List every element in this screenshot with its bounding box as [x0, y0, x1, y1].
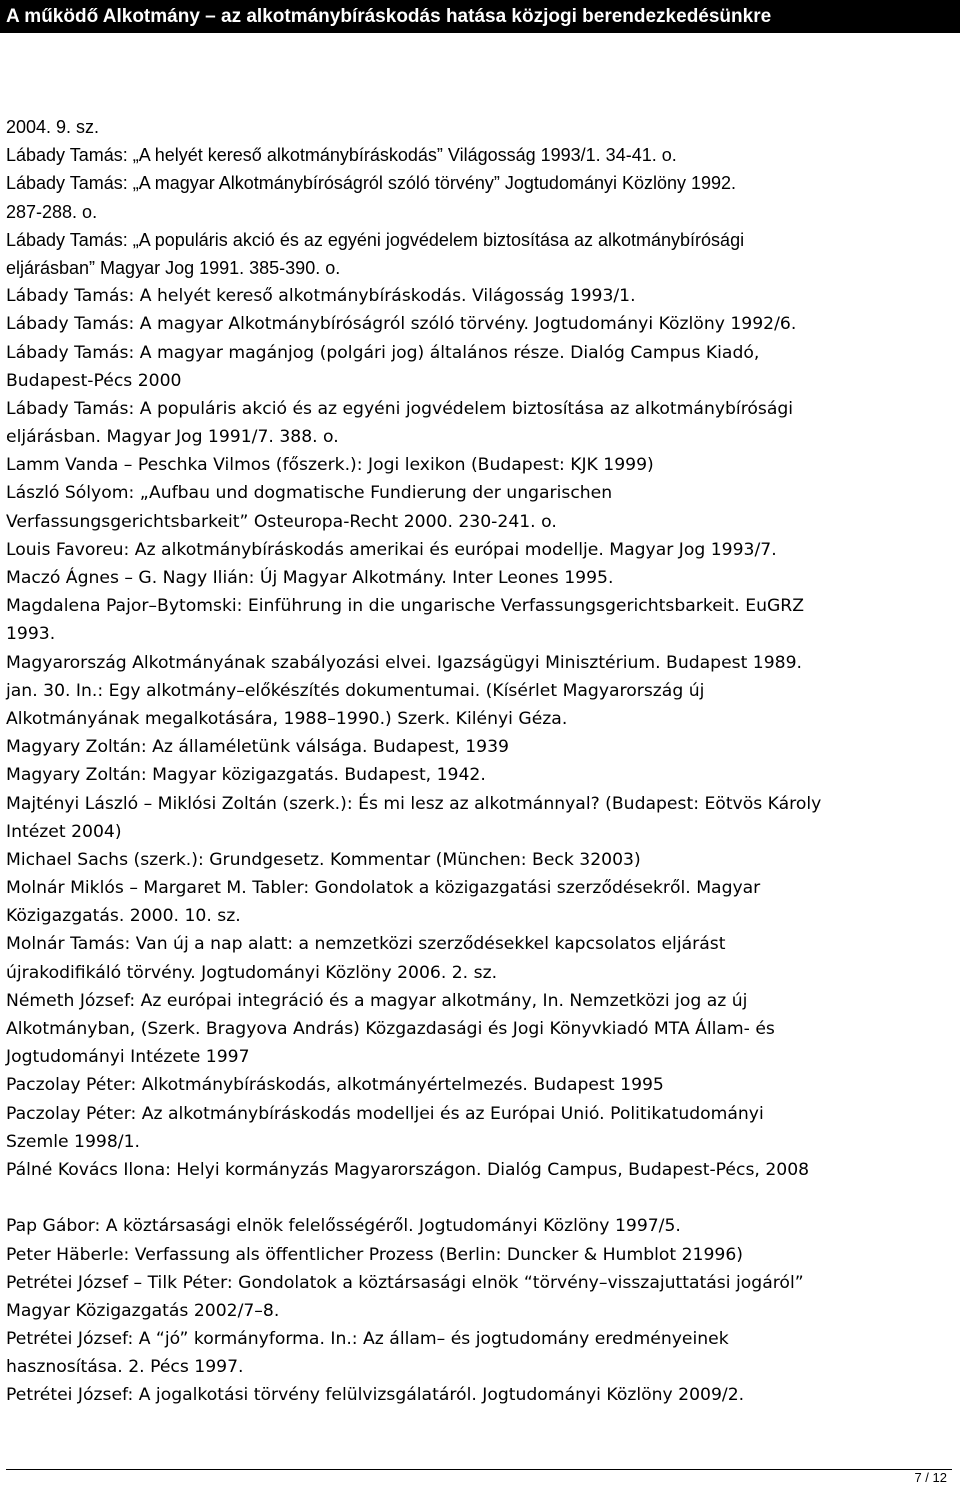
- footer-divider: [6, 1469, 952, 1470]
- reference-line: Lábady Tamás: A magyar magánjog (polgári jog) általános része. Dialóg Campus Kiadó,: [6, 342, 760, 363]
- blank-line: [6, 1184, 956, 1212]
- reference-line: eljárásban” Magyar Jog 1991. 385-390. o.: [6, 257, 341, 278]
- reference-line: Petrétei József: A “jó” kormányforma. In.: Az állam– és jogtudomány eredményeinek: [6, 1329, 729, 1350]
- reference-line: Verfassungsgerichtsbarkeit” Osteuropa-Recht 2000. 230-241. o.: [6, 511, 557, 532]
- reference-line: Magyar Közigazgatás 2002/7–8.: [6, 1300, 280, 1321]
- reference-line: Paczolay Péter: Alkotmánybíráskodás, alkotmányértelmezés. Budapest 1995: [6, 1075, 664, 1096]
- reference-line: hasznosítása. 2. Pécs 1997.: [6, 1357, 244, 1378]
- reference-line: Magyary Zoltán: Az államéletünk válsága. Budapest, 1939: [6, 737, 509, 758]
- reference-line: Lábady Tamás: A populáris akció és az egyéni jogvédelem biztosítása az alkotmánybírósági: [6, 398, 794, 419]
- reference-line: Molnár Tamás: Van új a nap alatt: a nemzetközi szerződésekkel kapcsolatos eljárást: [6, 934, 726, 955]
- reference-line: Pap Gábor: A köztársasági elnök felelősségéről. Jogtudományi Közlöny 1997/5.: [6, 1216, 681, 1237]
- reference-line: Lamm Vanda – Peschka Vilmos (főszerk.): Jogi lexikon (Budapest: KJK 1999): [6, 455, 654, 476]
- reference-line: 2004. 9. sz.: [6, 117, 100, 137]
- reference-line: Lábady Tamás: A magyar Alkotmánybíróságról szóló törvény. Jogtudományi Közlöny 1992/6.: [6, 314, 797, 335]
- reference-line: Lábady Tamás: A helyét kereső alkotmánybíráskodás. Világosság 1993/1.: [6, 286, 636, 307]
- reference-line: Magyary Zoltán: Magyar közigazgatás. Budapest, 1942.: [6, 765, 486, 786]
- reference-line: Magdalena Pajor–Bytomski: Einführung in die ungarische Verfassungsgerichtsbarkeit. EuGRZ: [6, 596, 804, 617]
- reference-line: László Sólyom: „Aufbau und dogmatische Fundierung der ungarischen: [6, 483, 613, 504]
- reference-line: Molnár Miklós – Margaret M. Tabler: Gondolatok a közigazgatási szerződésekről. Magyar: [6, 878, 761, 899]
- document-header: [0, 0, 960, 33]
- reference-line: Michael Sachs (szerk.): Grundgesetz. Kommentar (München: Beck 32003): [6, 849, 641, 870]
- reference-line: jan. 30. In.: Egy alkotmány–előkészítés dokumentumai. (Kísérlet Magyarország új: [6, 680, 705, 701]
- reference-line: Alkotmányának megalkotására, 1988–1990.) Szerk. Kilényi Géza.: [6, 708, 568, 729]
- page-number: 7 / 12: [914, 1470, 947, 1485]
- reference-line: Lábady Tamás: „A populáris akció és az egyéni jogvédelem biztosítása az alkotmánybírósági: [6, 229, 745, 250]
- reference-line: Peter Häberle: Verfassung als öffentlicher Prozess (Berlin: Duncker & Humblot 21996): [6, 1244, 743, 1265]
- reference-line: Németh József: Az európai integráció és a magyar alkotmány, In. Nemzetközi jog az új: [6, 990, 748, 1011]
- reference-list: [6, 113, 956, 1410]
- reference-line: Petrétei József: A jogalkotási törvény felülvizsgálatáról. Jogtudományi Közlöny 2009/2.: [6, 1385, 745, 1406]
- reference-line: 1993.: [6, 624, 56, 645]
- reference-line: Közigazgatás. 2000. 10. sz.: [6, 906, 241, 927]
- reference-line: Magyarország Alkotmányának szabályozási elvei. Igazságügyi Minisztérium. Budapest 1989.: [6, 652, 803, 673]
- reference-line: Lábady Tamás: „A helyét kereső alkotmánybíráskodás” Világosság 1993/1. 34-41. o.: [6, 145, 677, 166]
- reference-line: Budapest-Pécs 2000: [6, 370, 182, 391]
- reference-line: Intézet 2004): [6, 821, 122, 842]
- reference-line: Szemle 1998/1.: [6, 1131, 140, 1152]
- reference-line: Louis Favoreu: Az alkotmánybíráskodás amerikai és európai modellje. Magyar Jog 1993/7.: [6, 539, 777, 560]
- header-title: A működő Alkotmány – az alkotmánybíráskodás hatása közjogi berendezkedésünkre: [6, 6, 772, 27]
- reference-line: Paczolay Péter: Az alkotmánybíráskodás modelljei és az Európai Unió. Politikatudományi: [6, 1103, 764, 1124]
- reference-line: eljárásban. Magyar Jog 1991/7. 388. o.: [6, 427, 339, 448]
- reference-line: Maczó Ágnes – G. Nagy Ilián: Új Magyar Alkotmány. Inter Leones 1995.: [6, 568, 614, 588]
- reference-line: Lábady Tamás: „A magyar Alkotmánybíróságról szóló törvény” Jogtudományi Közlöny 1992.: [6, 173, 737, 194]
- reference-line: Petrétei József – Tilk Péter: Gondolatok a köztársasági elnök “törvény–visszajuttatási jogáról”: [6, 1272, 804, 1293]
- reference-line: újrakodifikáló törvény. Jogtudományi Közlöny 2006. 2. sz.: [6, 962, 498, 983]
- reference-line: Majtényi László – Miklósi Zoltán (szerk.): És mi lesz az alkotmánnyal? (Budapest: Eötvös Károly: [6, 793, 822, 814]
- reference-line: Pálné Kovács Ilona: Helyi kormányzás Magyarországon. Dialóg Campus, Budapest-Pécs, 2008: [6, 1159, 810, 1180]
- reference-line: 287-288. o.: [6, 201, 98, 222]
- reference-line: Alkotmányban, (Szerk. Bragyova András) Közgazdasági és Jogi Könyvkiadó MTA Állam- és: [6, 1019, 775, 1039]
- reference-line: Jogtudományi Intézete 1997: [6, 1047, 250, 1068]
